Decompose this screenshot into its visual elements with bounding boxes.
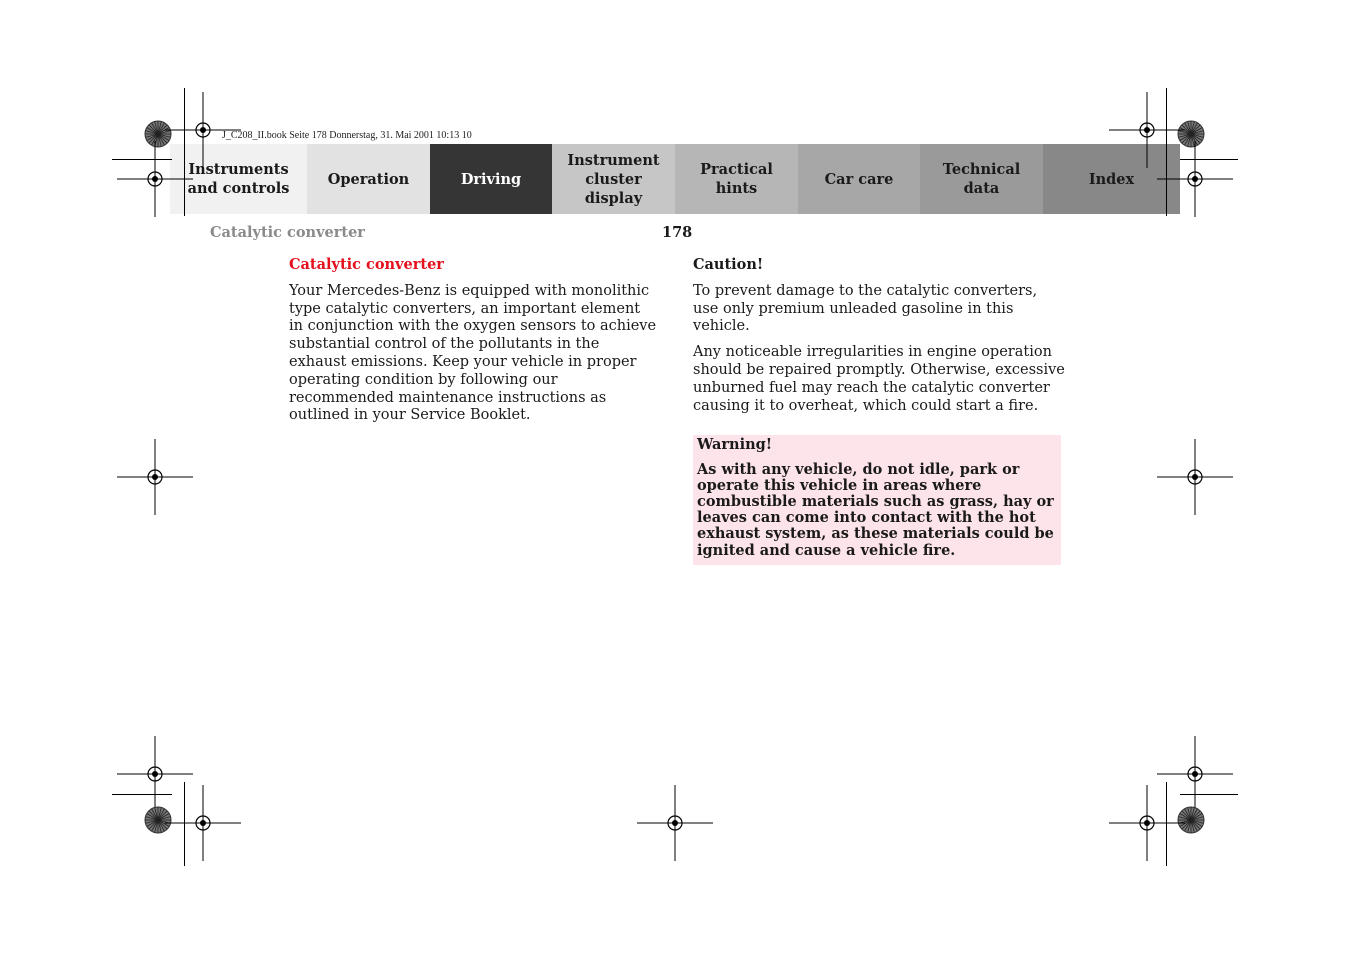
chapter-nav-bar (170, 144, 1180, 214)
warning-heading: Warning! (697, 436, 773, 454)
right-column (693, 256, 1065, 565)
caution-heading: Caution! (693, 256, 764, 273)
nav-tab-label: Technical data (942, 161, 1021, 197)
registration-crosshair-icon (165, 785, 241, 861)
crop-line (184, 88, 185, 216)
nav-tab-practical-hints[interactable] (675, 144, 798, 214)
nav-tab-car-care[interactable] (798, 144, 920, 214)
crop-line (112, 159, 172, 160)
crop-line (1180, 159, 1238, 160)
section-label: Catalytic converter (210, 224, 365, 241)
caution-paragraph-1: To prevent damage to the catalytic converters, use only premium unleaded gasoline in this vehicle. (693, 282, 1038, 335)
nav-tab-instrument-cluster-display[interactable] (552, 144, 675, 214)
caution-paragraph-2: Any noticeable irregularities in engine operation should be repaired promptly. Otherwise, excessive unburned fuel may reach the catalytic converter causing it to overheat, which could start a fire. (693, 344, 1065, 414)
registration-crosshair-icon (1109, 785, 1185, 861)
file-info-line: J_C208_II.book Seite 178 Donnerstag, 31. Mai 2001 10:13 10 (222, 130, 472, 141)
registration-crosshair-icon (1157, 141, 1233, 217)
nav-tab-driving[interactable] (430, 144, 552, 214)
registration-crosshair-icon (637, 785, 713, 861)
crop-line (1180, 794, 1238, 795)
page-number: 178 (662, 224, 693, 241)
left-column (289, 256, 657, 433)
registration-crosshair-icon (117, 439, 193, 515)
registration-crosshair-icon (1157, 439, 1233, 515)
crop-line (184, 782, 185, 866)
nav-tab-label: Index (1088, 170, 1135, 188)
nav-tab-label: Operation (327, 170, 410, 188)
catalytic-converter-heading: Catalytic converter (289, 256, 444, 273)
nav-tab-label: Practical hints (700, 161, 773, 197)
crop-line (112, 794, 172, 795)
nav-tab-label: Driving (460, 170, 522, 188)
nav-tab-label: Car care (824, 170, 894, 188)
warning-box (693, 435, 1061, 564)
catalytic-converter-body: Your Mercedes-Benz is equipped with monolithic type catalytic converters, an important element in conjunction with the oxygen sensors to achieve substantial control of the pollutants in the exhaust emissions. Keep your vehicle in proper operating condition by following our recommended maintenance instructions as outlined in your Service Booklet. (289, 282, 657, 424)
registration-crosshair-icon (117, 141, 193, 217)
crop-line (1166, 88, 1167, 216)
warning-body: As with any vehicle, do not idle, park or operate this vehicle in areas where combustible materials such as grass, hay or leaves can come into contact with the hot exhaust system, as these materials could be ignited and cause a vehicle fire. (697, 460, 1054, 559)
nav-tab-label: Instrument cluster display (567, 151, 660, 207)
crop-line (1166, 782, 1167, 866)
nav-tab-technical-data[interactable] (920, 144, 1043, 214)
nav-tab-operation[interactable] (307, 144, 430, 214)
nav-tab-label: Instruments and controls (187, 161, 290, 197)
